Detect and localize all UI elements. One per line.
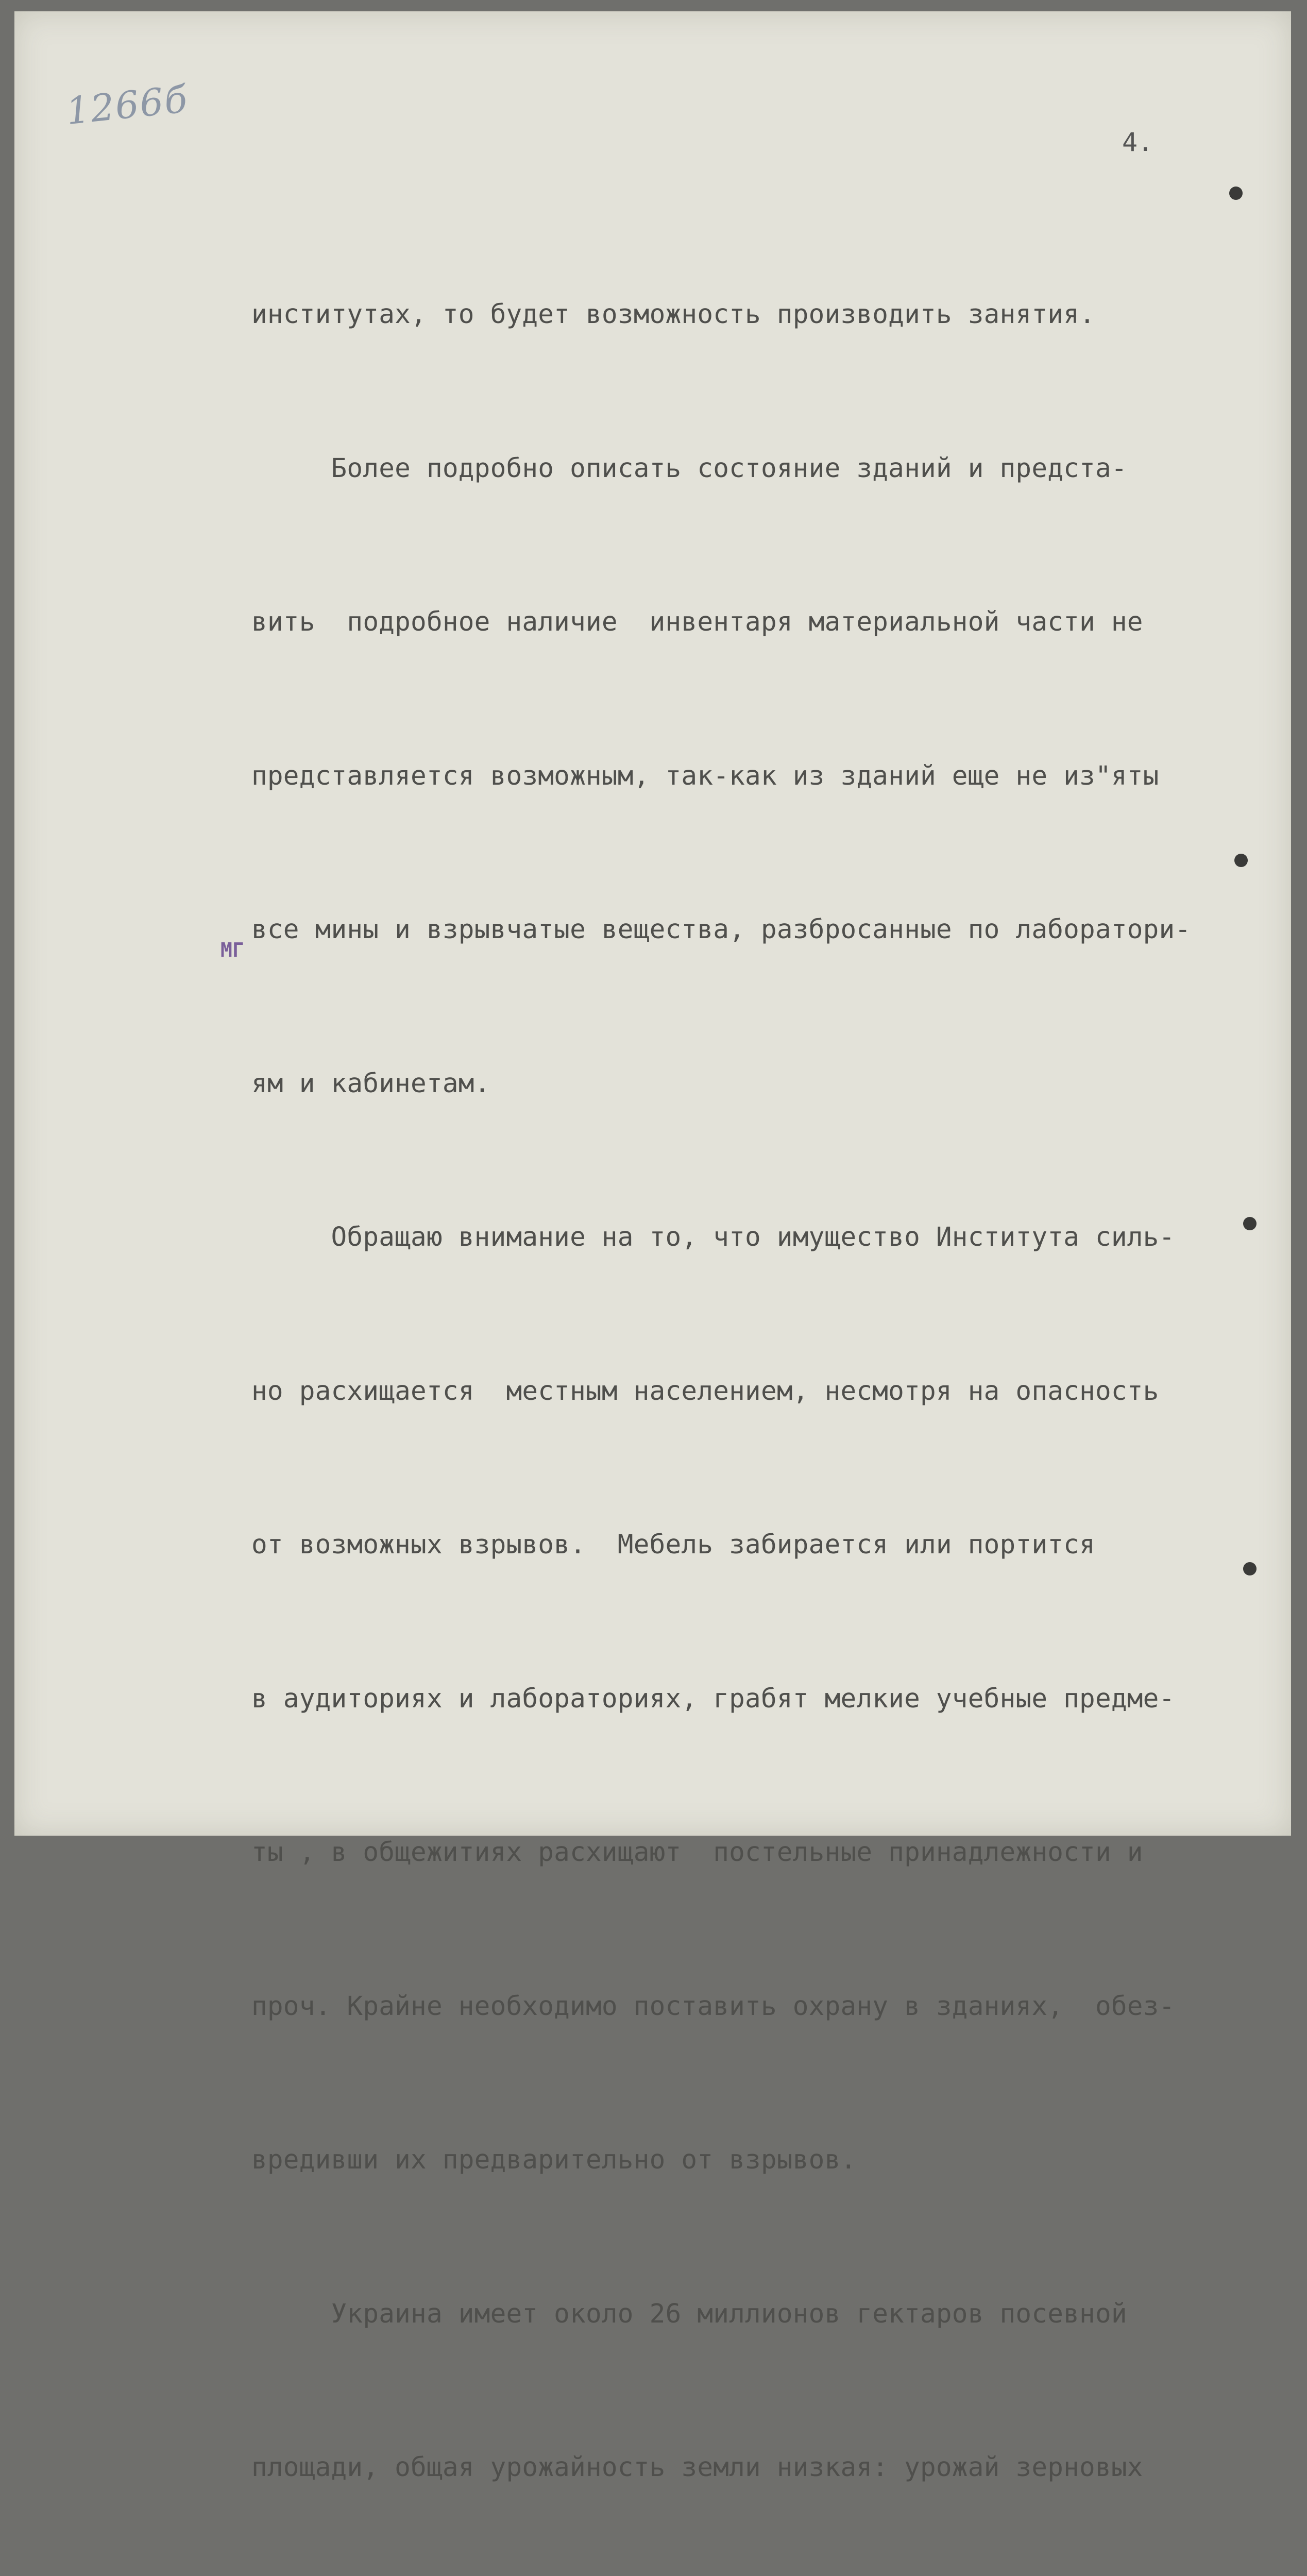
binding-hole <box>1243 1217 1257 1230</box>
text-line: вить подробное наличие инвентаря материальной части не <box>251 607 1143 637</box>
margin-note: МГ <box>220 939 244 961</box>
binding-hole <box>1229 187 1243 200</box>
text-line: проч. Крайне необходимо поставить охрану в зданиях, обез- <box>251 1991 1175 2022</box>
binding-hole <box>1243 1562 1257 1575</box>
text-line: Более подробно описать состояние зданий и предста- <box>251 453 1127 484</box>
text-line: в аудиториях и лабораториях, грабят мелкие учебные предме- <box>251 1683 1175 1714</box>
binding-hole <box>1234 854 1248 867</box>
document-page <box>14 11 1291 2483</box>
text-line: площади, общая урожайность земли низкая: урожай зерновых <box>251 2452 1143 2483</box>
text-line: но расхищается местным населением, несмотря на опасность <box>251 1376 1159 1406</box>
text-line: ям и кабинетам. <box>251 1068 490 1099</box>
archive-mark: 1266б <box>64 77 190 133</box>
text-line: Украина имеет около 26 миллионов гектаров посевной <box>251 2298 1127 2329</box>
text-line: институтах, то будет возможность производить занятия. <box>251 299 1095 330</box>
text-line: представляется возможным, так-как из зданий еще не из"яты <box>251 760 1159 791</box>
text-line: от возможных взрывов. Мебель забирается или портится <box>251 1530 1095 1560</box>
page-number: 4. <box>1122 127 1153 157</box>
text-line: ты , в общежитиях расхищают постельные принадлежности и <box>251 1837 1143 1868</box>
text-line: вредивши их предварительно от взрывов. <box>251 2145 857 2175</box>
text-line: Обращаю внимание на то, что имущество Института силь- <box>251 1222 1175 1252</box>
document-body <box>251 187 1307 2576</box>
text-line: все мины и взрывчатые вещества, разбросанные по лаборатори- <box>251 914 1191 945</box>
